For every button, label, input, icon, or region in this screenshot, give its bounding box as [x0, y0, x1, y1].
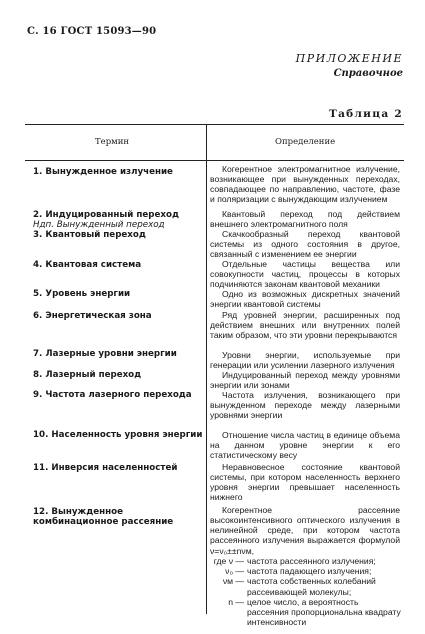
term-9: 9. Частота лазерного перехода: [33, 390, 192, 400]
definition-11: Неравновесное состояние квантовой системы, при котором населенность верхнего уровня энергии превышает населенность нижнего: [210, 462, 400, 503]
table-column-divider: [206, 124, 207, 614]
term-3: 3. Квантовый переход: [33, 230, 146, 240]
term-1: 1. Вынужденное излучение: [33, 167, 173, 177]
term-5: 5. Уровень энергии: [33, 289, 131, 299]
table-header-rule: [25, 160, 404, 161]
term-7: 7. Лазерные уровни энергии: [33, 349, 177, 359]
definition-1: Когерентное электромагнитное излучение, возникающее при вынужденных переходах, совпадающее по направлению, частоте, фазе и поляризации с вынуждающим излучением: [210, 164, 400, 205]
term-10: 10. Населенность уровня энергии: [33, 430, 203, 440]
legend-item: ν₀ — частота падающего излучения;: [225, 566, 372, 577]
definition-3: Скачкообразный переход квантовой системы из одного состояния в другое, связанный с изменением ее энергии: [210, 229, 400, 260]
terms-table: [25, 124, 404, 628]
legend-item: где ν — частота рассеянного излучения;: [213, 556, 376, 566]
column-header-terms: Термин: [95, 137, 130, 147]
term-4: 4. Квантовая система: [33, 260, 142, 270]
definition-2: Квантовый переход под действием внешнего электромагнитного поля: [210, 209, 400, 230]
definition-5: Одно из возможных дискретных значений энергии квантовой системы: [210, 289, 400, 310]
term-6: 6. Энергетическая зона: [33, 311, 152, 321]
legend-item: νм — частота собственных колебаний рассеивающей молекулы;: [222, 576, 376, 597]
appendix-title: ПРИЛОЖЕНИЕ: [295, 52, 403, 65]
term-12: 12. Вынужденное комбинационное рассеяние: [33, 507, 174, 527]
term-2: 2. Индуцированный переход Ндп. Вынужденный переход: [33, 210, 179, 230]
term-8: 8. Лазерный переход: [33, 370, 142, 380]
legend-item: n — целое число, а вероятность рассеяния пропорциональна квадрату интенсивности: [228, 596, 401, 628]
page-header: С. 16 ГОСТ 15093—90: [27, 26, 157, 37]
definition-6: Ряд уровней энергии, расширенных под действием внешних или внутренних полей таким образом, что эти уровни перекрываются: [210, 310, 400, 341]
table-label: Таблица 2: [328, 108, 403, 120]
definition-10: Отношение числа частиц в единице объема на данном уровне энергии к его статистическому весу: [210, 430, 400, 461]
definition-7: Уровни энергии, используемые при генерации или усилении лазерного излучения: [210, 350, 400, 371]
definition-8: Индуцированный переход между уровнями энергии или зонами: [210, 370, 400, 391]
appendix-subtitle: Справочное: [333, 68, 403, 79]
definition-12: Когерентное рассеяние высокоинтенсивного оптического излучения в нелинейной среде, при котором частота рассеянного излучения выражается формулой ν=ν₀±±nνм,: [210, 505, 400, 556]
column-header-definitions: Определение: [275, 137, 336, 147]
table-top-rule: [25, 124, 404, 125]
definition-4: Отдельные частицы вещества или совокупности частиц, процессы в которых подчиняются законам квантовой механики: [210, 259, 400, 290]
formula-legend: [210, 556, 402, 627]
term-11: 11. Инверсия населенностей: [33, 463, 178, 473]
definition-9: Частота излучения, возникающего при вынужденном переходе между лазерными уровнями энергии: [210, 390, 400, 421]
